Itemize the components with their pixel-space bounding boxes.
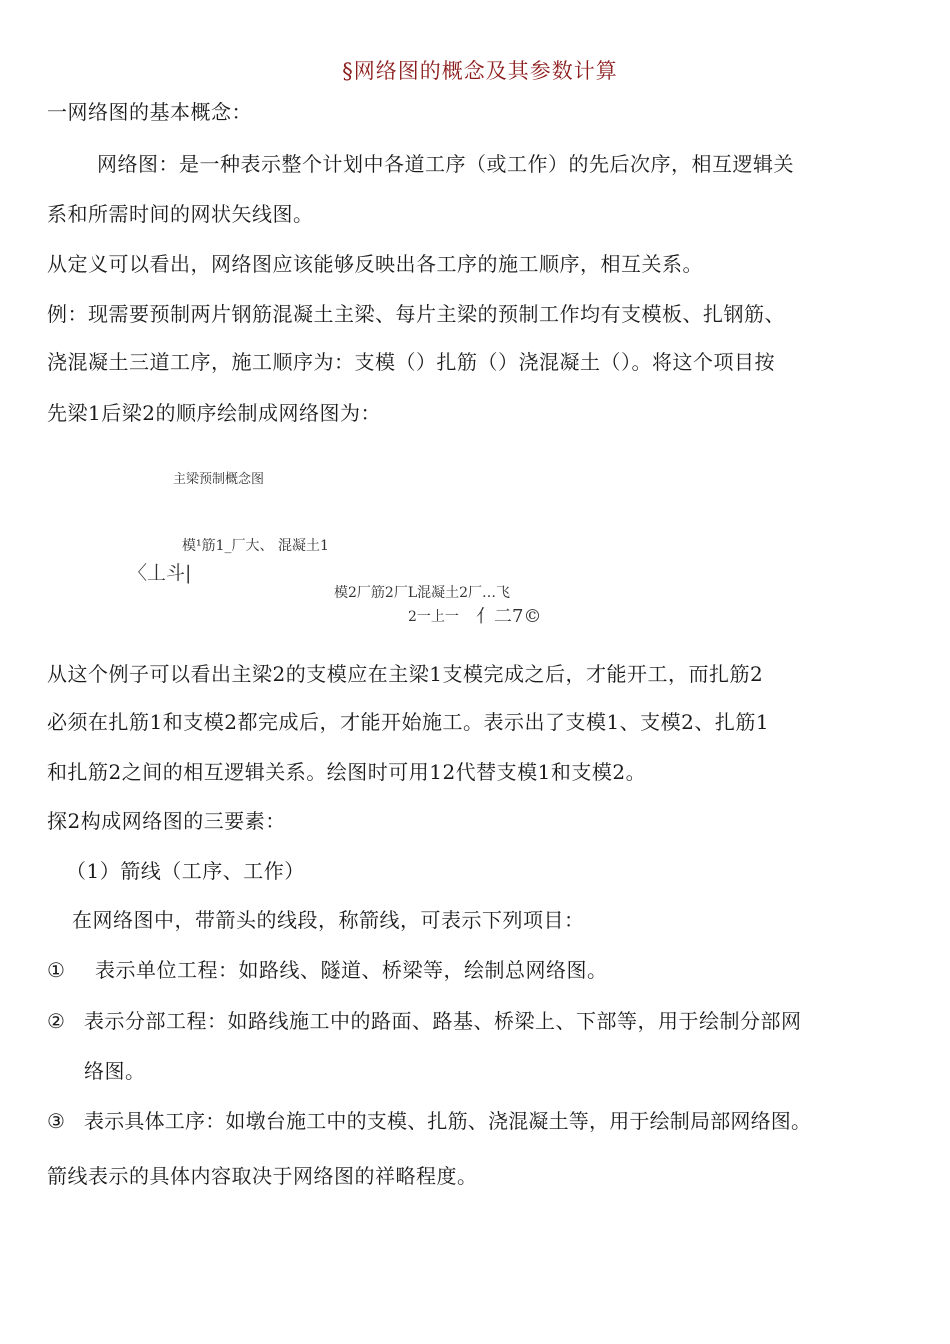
- definition-remark: 从定义可以看出，网络图应该能够反映出各工序的施工顺序，相互关系。: [47, 252, 703, 276]
- figure-row-2: 模2厂筋2厂L混凝土2厂…飞: [334, 585, 511, 601]
- after-figure-line-2: 必须在扎筋1和支模2都完成后，才能开始施工。表示出了支模1、支模2、扎筋1: [47, 710, 770, 734]
- section2-heading: 探2构成网络图的三要素：: [47, 809, 286, 833]
- list-marker-2: ②: [47, 1009, 65, 1033]
- list-item-2: 表示分部工程：如路线施工中的路面、路基、桥梁上、下部等，用于绘制分部网: [84, 1009, 802, 1033]
- after-figure-line-1: 从这个例子可以看出主梁2的支模应在主梁1支模完成之后，才能开工，而扎筋2: [47, 662, 764, 686]
- list-marker-1: ①: [47, 958, 65, 982]
- arrow-intro: 在网络图中，带箭头的线段，称箭线，可表示下列项目：: [72, 908, 585, 932]
- list-item-3: 表示具体工序：如墩台施工中的支模、扎筋、浇混凝土等，用于绘制局部网络图。: [84, 1109, 812, 1133]
- figure-left-mark: 〈丄斗|: [128, 562, 192, 584]
- list-marker-3: ③: [47, 1109, 65, 1133]
- closing-sentence: 箭线表示的具体内容取决于网络图的祥略程度。: [47, 1164, 478, 1188]
- example-line-3: 先梁1后梁2的顺序绘制成网络图为：: [47, 401, 381, 425]
- after-figure-line-3: 和扎筋2之间的相互逻辑关系。绘图时可用12代替支模1和支模2。: [47, 760, 647, 784]
- section1-heading: 一网络图的基本概念：: [47, 100, 252, 124]
- figure-row-3a: 2一上一: [408, 609, 459, 625]
- definition-line-1: 网络图：是一种表示整个计划中各道工序（或工作）的先后次序，相互逻辑关: [97, 152, 794, 176]
- figure-caption: 主梁预制概念图: [173, 472, 265, 487]
- list-item-1: 表示单位工程：如路线、隧道、桥梁等，绘制总网络图。: [95, 958, 608, 982]
- item1-heading: （1）箭线（工序、工作）: [66, 859, 305, 883]
- definition-line-2: 系和所需时间的网状矢线图。: [47, 202, 314, 226]
- figure-row-1: 模¹筋1_厂大、 混凝土1: [182, 538, 329, 554]
- list-item-2-continued: 络图。: [84, 1059, 146, 1083]
- example-line-2: 浇混凝土三道工序，施工顺序为：支模（）扎筋（）浇混凝土（）。将这个项目按: [47, 350, 775, 374]
- example-line-1: 例：现需要预制两片钢筋混凝土主梁、每片主梁的预制工作均有支模板、扎钢筋、: [47, 302, 785, 326]
- figure-row-3b: 亻二7©: [476, 606, 542, 627]
- document-title: §网络图的概念及其参数计算: [342, 59, 618, 83]
